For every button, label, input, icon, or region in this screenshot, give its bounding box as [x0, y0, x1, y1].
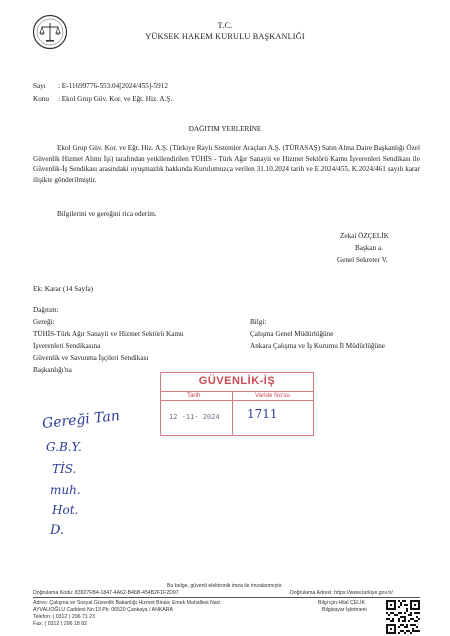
info-role: Bilgisayar İşletmeni: [322, 607, 367, 613]
sayi-label: Sayı: [33, 82, 46, 90]
stamp-date-value: 12 -11- 2024: [169, 413, 220, 421]
verify-code: Doğrulama Kodu: 83927FB4-1847-4A62-B46B-454B2F1F2D97: [33, 590, 179, 596]
bilgi-line: Ankara Çalışma ve İş Kurumu İl Müdürlüğüne: [250, 342, 385, 350]
gereği-line: TÜHİS-Türk Ağır Sanayii ve Hizmet Sektörü Kamu: [33, 330, 184, 338]
signatory-name: Zekai ÖZÇELİK: [340, 232, 389, 240]
sayi-value: : E-11699776-553.04[2024/455]-5912: [58, 82, 168, 90]
document-title: DAĞITIM YERLERİNE: [188, 125, 262, 133]
footer-address: Adres: Çalışma ve Sosyal Güvenlik Bakanlığı Hizmet Binası Emek Mahallesi Naci: [33, 600, 221, 606]
stamp-number-value: 1711: [247, 407, 278, 421]
konu-value: : Ekol Grup Güv. Kor. ve Eğt. Hiz. A.Ş.: [58, 95, 173, 103]
receipt-stamp: [160, 372, 314, 436]
distribution-heading: Dağıtım:: [33, 306, 59, 314]
gereği-line: İşverenleri Sendikasına: [33, 342, 101, 350]
signatory-role: Genel Sekreter V.: [337, 256, 388, 264]
handwritten-note: D.: [50, 523, 65, 538]
konu-label: Konu: [33, 95, 49, 103]
stamp-divider: [232, 391, 233, 435]
header-institution: YÜKSEK HAKEM KURULU BAŞKANLIĞI: [145, 32, 305, 41]
esign-note: Bu belge, güvenli elektronik imza ile imzalanmıştır.: [167, 583, 283, 589]
header-country: T.C.: [217, 21, 233, 30]
verify-address: Doğrulama Adresi: https://www.turkiye.gov.tr/: [290, 590, 393, 596]
handwritten-note: G.B.Y.: [46, 440, 82, 454]
handwritten-note: Gereği Tan: [41, 407, 121, 433]
stamp-divider: [161, 400, 313, 401]
stamp-divider: [161, 391, 313, 392]
stamp-date-caption: Tarih: [187, 391, 201, 399]
handwritten-note: TİS.: [52, 462, 77, 476]
closing-sentence: Bilgilerini ve gereğini rica ederim.: [57, 210, 157, 218]
handwritten-note: muh.: [50, 483, 81, 497]
attachment-line: Ek: Karar (14 Sayfa): [33, 285, 94, 293]
gereği-label: Gereği:: [33, 318, 55, 326]
body-paragraph: Ekol Grup Güv. Kor. ve Eğt. Hiz. A.Ş. (Türkiye Raylı Sistemler Araçları A.Ş. (TÜRASAŞ) Satın Alma Daire Başkanlığı Özel Güvenlik Hizmet Alımı İşi) tarafından yetkilendirilen TÜHİS - Türk Ağır Sanayii ve Hizmet Sektörü Kamu İşverenleri Sendikası ile Güvenlik-İş Sendikası arasındaki uyuşmazlık hakkında Kurulumuzca verilen 31.10.2024 tarih ve E.2024/455, K.2024/461 sayılı karar ilişikte gönderilmiştir.: [33, 144, 420, 184]
bilgi-line: Çalışma Genel Müdürlüğüne: [250, 330, 334, 338]
footer-address: AYVALIOĞLU Caddesi No:13 Pk: 06520 Çankaya / ANKARA: [33, 607, 173, 613]
stamp-title: GÜVENLİK-İŞ: [198, 375, 276, 387]
footer-fax: Fax: ( 0312 ) 296 18 82: [33, 621, 87, 627]
qr-code-icon: [386, 600, 420, 634]
gereği-line: Başkanlığı'na: [33, 366, 72, 374]
bilgi-label: Bilgi:: [250, 318, 267, 326]
handwritten-note: Hot.: [52, 503, 79, 517]
footer-phone: Telefon: ( 0312 ) 296 71 23: [33, 614, 96, 620]
signatory-title: Başkan a.: [355, 244, 383, 252]
footer-divider: [33, 597, 420, 598]
info-contact: Bilgi için:Hilal ÇELİK: [318, 600, 365, 606]
gereği-line: Güvenlik ve Savunma İşçileri Sendikası: [33, 354, 149, 362]
stamp-number-caption: Varide No'su: [255, 391, 290, 399]
